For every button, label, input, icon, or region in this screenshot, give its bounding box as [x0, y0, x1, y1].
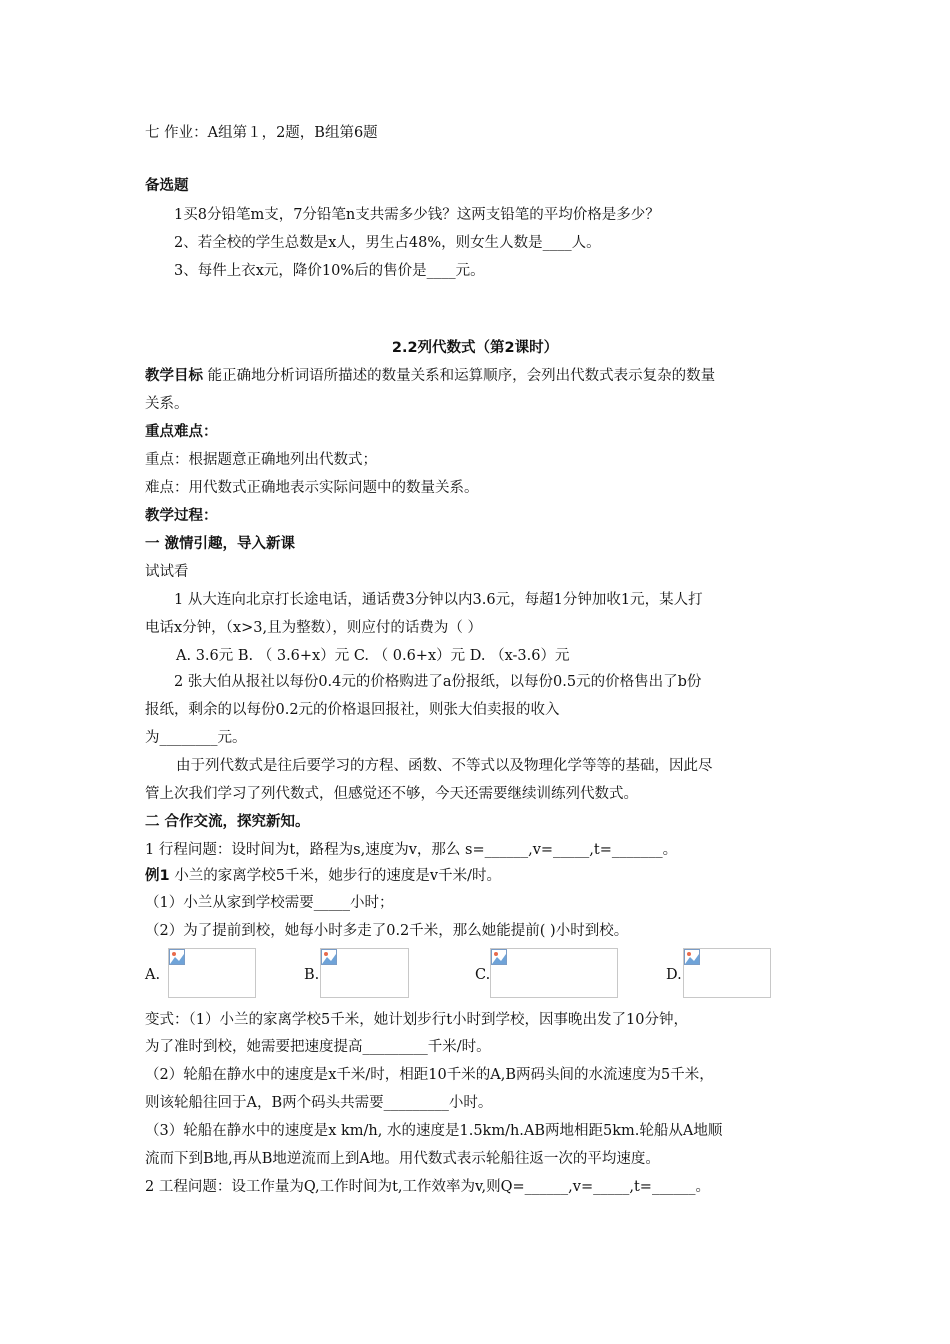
- try-question-2-blank: 为________元。: [145, 730, 247, 746]
- example-1-text: 小兰的家离学校5千米，她步行的速度是v千米/时。: [169, 868, 502, 884]
- broken-image-icon: [169, 949, 185, 965]
- try-label: 试试看: [145, 564, 189, 580]
- homework-line: [145, 123, 378, 143]
- try-question-1: 1 从大连向北京打长途电话，通话费3分钟以内3.6元，每超1分钟加收1元，某人打: [174, 592, 703, 608]
- backup-question-2: 2、若全校的学生总数是x人，男生占48%，则女生人数是____人。: [174, 235, 601, 251]
- variant-2-cont: 则该轮船往回于A，B两个码头共需要_________小时。: [145, 1095, 493, 1111]
- try-question-2: 2 张大伯从报社以每份0.4元的价格购进了a份报纸，以每份0.5元的价格售出了b份: [174, 674, 702, 690]
- backup-title: 备选题: [145, 178, 189, 194]
- option-d-label: D.: [666, 967, 682, 983]
- try-question-2-cont: 报纸，剩余的以每份0.2元的价格退回报社，则张大伯卖报的收入: [145, 702, 560, 718]
- broken-image-icon: [491, 949, 507, 965]
- goal-text-cont: 关系。: [145, 396, 189, 412]
- broken-image-icon: [321, 949, 337, 965]
- try-question-1-options: A. 3.6元 B. （ 3.6+x）元 C. （ 0.6+x）元 D. （x-3.6）元: [176, 648, 570, 664]
- key-label: 重点难点：: [145, 424, 218, 440]
- option-c-image: [490, 948, 618, 998]
- hard-point: 难点：用代数式正确地表示实际问题中的数量关系。: [145, 480, 479, 496]
- option-d-image: [683, 948, 771, 998]
- intro-paragraph-cont: 管上次我们学习了列代数式，但感觉还不够，今天还需要继续训练列代数式。: [145, 786, 638, 802]
- homework-text: 七 作业：A组第１，2题，B组第6题: [145, 125, 378, 141]
- goal-line: [145, 366, 715, 386]
- work-problem: 2 工程问题：设工作量为Q,工作时间为t,工作效率为v,则Q=______,v=_____,t=______。: [145, 1179, 710, 1195]
- section-1-heading: 一 激情引趣，导入新课: [145, 536, 296, 552]
- example-1-question-2: （2）为了提前到校，她每小时多走了0.2千米，那么她能提前( )小时到校。: [145, 923, 629, 939]
- variant-1-cont: 为了准时到校，她需要把速度提高_________千米/时。: [145, 1039, 491, 1055]
- key-point: 重点：根据题意正确地列出代数式；: [145, 452, 377, 468]
- intro-paragraph: 由于列代数式是往后要学习的方程、函数、不等式以及物理化学等等的基础，因此尽: [176, 758, 713, 774]
- lesson-title: 2.2列代数式（第2课时）: [391, 340, 559, 356]
- travel-problem: 1 行程问题：设时间为t，路程为s,速度为v，那么 s=______,v=_____,t=_______。: [145, 842, 678, 858]
- variant-3-cont: 流而下到B地,再从B地逆流而上到A地。用代数式表示轮船往返一次的平均速度。: [145, 1151, 660, 1167]
- broken-image-icon: [684, 949, 700, 965]
- example-1-line: [145, 866, 501, 886]
- variant-3: （3）轮船在静水中的速度是x km/h, 水的速度是1.5km/h.AB两地相距5km.轮船从A地顺: [145, 1123, 723, 1139]
- example-1-label: 例1: [145, 868, 170, 884]
- option-b-image: [320, 948, 409, 998]
- variant-1: 变式：（1）小兰的家离学校5千米，她计划步行t小时到学校，因事晚出发了10分钟，: [145, 1012, 688, 1028]
- try-question-1-cont: 电话x分钟，（x>3,且为整数），则应付的话费为（ ）: [145, 620, 482, 636]
- backup-question-1: 1买8分铅笔m支，7分铅笔n支共需多少钱？这两支铅笔的平均价格是多少？: [174, 207, 660, 223]
- example-1-question-1: （1）小兰从家到学校需要_____小时；: [145, 895, 394, 911]
- variant-2: （2）轮船在静水中的速度是x千米/时，相距10千米的A,B两码头间的水流速度为5千米，: [145, 1067, 714, 1083]
- goal-label: 教学目标: [145, 368, 203, 384]
- goal-text: 能正确地分析词语所描述的数量关系和运算顺序，会列出代数式表示复杂的数量: [203, 368, 716, 384]
- backup-question-3: 3、每件上衣x元，降价10%后的售价是____元。: [174, 263, 485, 279]
- section-2-heading: 二 合作交流，探究新知。: [145, 814, 310, 830]
- option-a-label: A.: [145, 967, 161, 983]
- option-a-image: [168, 948, 256, 998]
- option-b-label: B.: [304, 967, 320, 983]
- option-c-label: C.: [475, 967, 491, 983]
- process-label: 教学过程：: [145, 508, 218, 524]
